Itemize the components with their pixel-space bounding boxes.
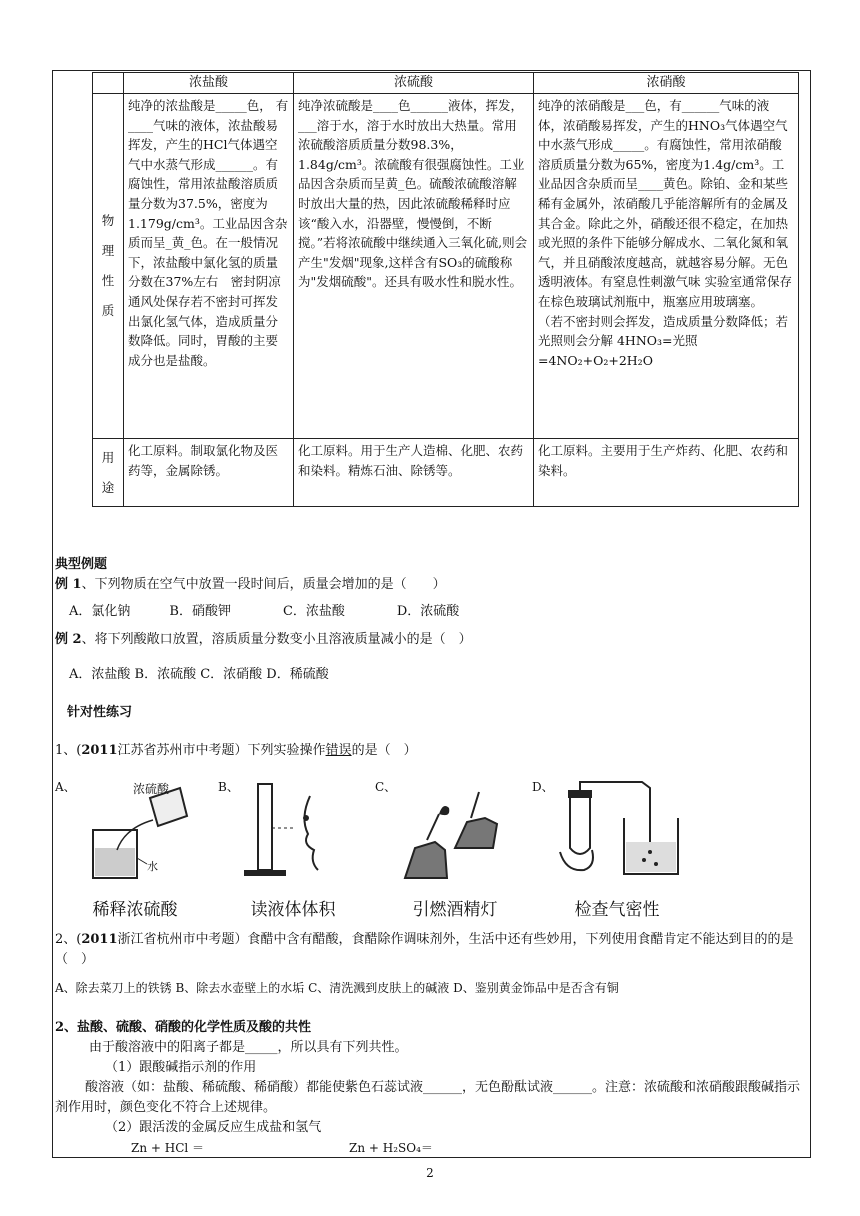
header-hcl: 浓盐酸 [124, 73, 294, 94]
hno3-physical-props: 纯净的浓硝酸是___色，有______气味的液体，浓硝酸易挥发，产生的HNO₃气体遇空气中水蒸气形成_____。有腐蚀性，常用浓硝酸溶质质量分数为65%，密度为1.4g/cm³。工业品因含杂质而呈____黄色。除铂、金和某些稀有金属外，浓硝酸几乎能溶解所有的金属及其合金。除此之外，硝酸还很不稳定，在加热或光照的条件下能够分解成水、二氧化氮和氧气，并且硝酸浓度越高，就越容易分解。无色透明液体。有窒息性刺激气味 实验室通常保存在棕色玻璃试剂瓶中，瓶塞应用玻璃塞。 [538, 98, 792, 309]
practice-q2: 2、(2011浙江省杭州市中考题）食醋中含有醋酸，食醋除作调味剂外，生活中还有些妙用，下列使用食醋肯定不能达到目的的是（ ） [55, 932, 794, 967]
figure-d-caption: 检查气密性 [574, 900, 660, 920]
section-2-sub2: （2）跟活泼的金属反应生成盐和氢气 [105, 1120, 322, 1135]
practice-q2-options: A、除去菜刀上的铁锈 B、除去水壶壁上的水垢 C、清洗溅到皮肤上的碱液 D、鉴别黄金饰品中是否含有铜 [55, 981, 619, 995]
equation-zn-h2so4: Zn + H₂SO₄＝ [349, 1141, 433, 1155]
figure-a-tag-acid: 浓硫酸 [133, 782, 170, 796]
examples-section [55, 555, 472, 761]
read-volume-illustration [218, 778, 368, 898]
figure-b [218, 778, 368, 920]
figure-c-label: C、 [375, 780, 397, 794]
section-2-sub1-text: 酸溶液（如：盐酸、稀硫酸、稀硝酸）都能使紫色石蕊试液______，无色酚酞试液______。注意：浓硫酸和浓硝酸跟酸碱指示剂作用时，颜色变化不符合上述规律。 [55, 1080, 801, 1115]
figure-b-caption: 读液体体积 [250, 900, 336, 920]
section-2-intro: 由于酸溶液中的阳离子都是_____，所以具有下列共性。 [89, 1040, 408, 1055]
section-2 [55, 1018, 807, 1158]
figure-a-caption: 稀释浓硫酸 [92, 900, 178, 920]
h2so4-physical-props: 纯净浓硫酸是____色______液体，挥发，___溶于水，溶于水时放出大热量。常用浓硫酸溶质质量分数98.3%， 1.84g/cm³。浓硫酸有很强腐蚀性。工业品因含杂质而呈黄_色。硫酸浓硫酸溶解时放出大量的热，因此浓硫酸稀释时应该“酸入水，沿器壁，慢慢倒，不断搅。”若将浓硫酸中继续通入三氧化硫,则会产生"发烟"现象,这样含有SO₃的硫酸称为"发烟硫酸"。还具有吸水性和脱水性。 [294, 94, 534, 439]
airtightness-illustration [532, 778, 702, 898]
figure-d-label: D、 [532, 780, 554, 794]
figure-c-caption: 引燃酒精灯 [412, 900, 498, 920]
examples-heading: 典型例题 [55, 557, 108, 572]
header-hno3: 浓硝酸 [534, 73, 799, 94]
hno3-physical-props-cell [534, 94, 799, 439]
figure-d [532, 778, 702, 920]
acid-properties-table [92, 72, 799, 507]
example-1-options: A．氯化钠 B．硝酸钾 C．浓盐酸 D．浓硫酸 [69, 604, 460, 619]
hcl-use: 化工原料。制取氯化物及医药等，金属除锈。 [124, 439, 294, 507]
h2so4-use: 化工原料。用于生产人造棉、化肥、农药和染料。精炼石油、除锈等。 [294, 439, 534, 507]
alcohol-lamp-illustration [375, 778, 535, 898]
section-2-sub1: （1）跟酸碱指示剂的作用 [105, 1060, 257, 1075]
figure-b-label: B、 [218, 780, 239, 794]
figure-a-tag-water: 水 [147, 860, 158, 873]
example-1-question: 例 1、下列物质在空气中放置一段时间后，质量会增加的是（ ） [55, 577, 446, 592]
practice-q1: 1、(2011江苏省苏州市中考题）下列实验操作错误的是（ ） [55, 743, 417, 758]
practice-heading: 针对性练习 [67, 705, 133, 720]
page-number: 2 [426, 1166, 434, 1180]
hcl-physical-props: 纯净的浓盐酸是_____色， 有____气味的液体，浓盐酸易挥发，产生的HCl气体遇空气中水蒸气形成______。有腐蚀性，常用浓盐酸溶质质量分数为37.5%，密度为1.179g/cm³。工业品因含杂质而呈_黄_色。在一般情况下，浓盐酸中氯化氢的质量分数在37%左右 密封阴凉通风处保存若不密封可挥发出氯化氢气体，造成质量分数降低。同时，胃酸的主要成分也是盐酸。 [124, 94, 294, 439]
header-empty [93, 73, 124, 94]
practice-q2-block [55, 930, 807, 998]
hno3-note: （若不密封则会挥发，造成质量分数降低；若光照则会分解 4HNO₃=光照=4NO₂+O₂+2H₂O [538, 313, 789, 368]
row-label-physical: 物理性质 [93, 94, 124, 439]
figure-a [55, 778, 215, 920]
section-2-equations [55, 1138, 807, 1158]
header-h2so4: 浓硫酸 [294, 73, 534, 94]
hno3-use: 化工原料。主要用于生产炸药、化肥、农药和染料。 [534, 439, 799, 507]
figure-a-label: A、 [55, 780, 76, 794]
row-label-use: 用途 [93, 439, 124, 507]
example-2-question: 例 2、将下列酸敞口放置，溶质质量分数变小且溶液质量减小的是（ ） [55, 632, 472, 647]
section-2-heading: 2、盐酸、硫酸、硝酸的化学性质及酸的共性 [55, 1020, 312, 1035]
equation-zn-hcl: Zn + HCl ＝ [131, 1141, 205, 1155]
figure-c [375, 778, 535, 920]
example-2-options: A．浓盐酸 B．浓硫酸 C．浓硝酸 D．稀硫酸 [69, 667, 329, 682]
